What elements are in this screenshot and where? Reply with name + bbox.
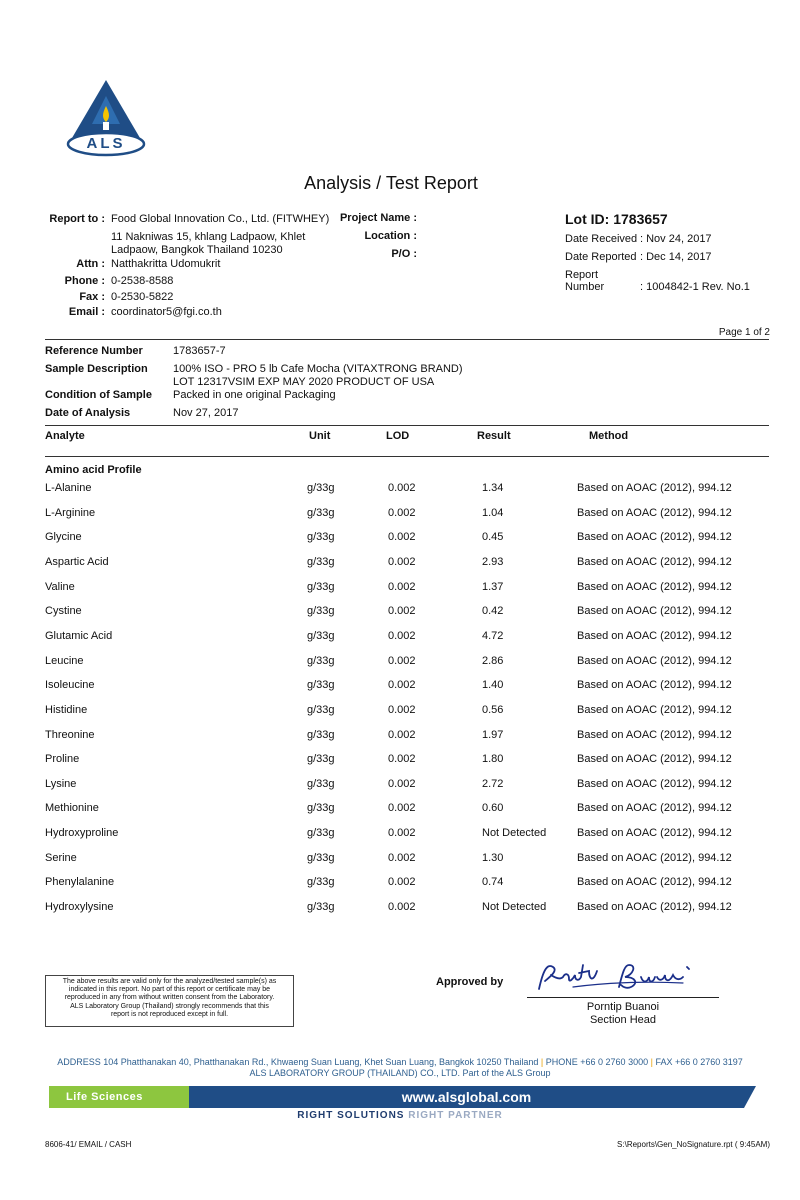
analyte-cell: Phenylalanine (45, 876, 115, 889)
tagline-dark: RIGHT SOLUTIONS (297, 1110, 405, 1121)
analyte-cell: L-Arginine (45, 506, 96, 519)
lod-cell: 0.002 (388, 605, 416, 618)
table-row (0, 802, 800, 827)
method-cell: Based on AOAC (2012), 994.12 (577, 802, 732, 815)
table-row (0, 778, 800, 803)
unit-cell: g/33g (307, 753, 335, 766)
website-link[interactable]: www.alsglobal.com (189, 1086, 744, 1108)
method-cell: Based on AOAC (2012), 994.12 (577, 703, 732, 716)
disclaimer-line: The above results are valid only for the analyzed/tested sample(s) as (62, 978, 277, 985)
life-sciences-band: Life Sciences (49, 1086, 189, 1108)
report-to-line-3: Ladpaow, Bangkok Thailand 10230 (111, 244, 283, 256)
reference-number-label: Reference Number (45, 345, 143, 357)
unit-cell: g/33g (307, 679, 335, 692)
method-cell: Based on AOAC (2012), 994.12 (577, 728, 732, 741)
analyte-cell: L-Alanine (45, 482, 92, 494)
sample-description-line-2: LOT 12317VSIM EXP MAY 2020 PRODUCT OF USA (173, 376, 435, 388)
result-cell: 0.74 (482, 876, 504, 889)
divider (45, 339, 769, 340)
col-header-result: Result (477, 430, 511, 442)
analyte-cell: Leucine (45, 654, 84, 667)
table-row (0, 901, 800, 926)
fax-label: Fax : (79, 291, 105, 303)
lod-cell: 0.002 (388, 728, 416, 741)
method-cell: Based on AOAC (2012), 994.12 (577, 851, 732, 864)
footer-address: ADDRESS 104 Phatthanakan 40, Phatthanakan Rd., Khwaeng Suan Luang, Khet Suan Luang, Bangkok 10250 Thailand (57, 1057, 539, 1067)
analyte-cell: Aspartic Acid (45, 555, 109, 568)
unit-cell: g/33g (307, 802, 335, 815)
location-label: Location : (364, 230, 417, 242)
result-cell: 1.40 (482, 679, 504, 692)
result-cell: 1.34 (482, 482, 504, 494)
lod-cell: 0.002 (388, 827, 416, 840)
unit-cell: g/33g (307, 531, 335, 544)
lod-cell: 0.002 (388, 654, 416, 667)
condition-value: Packed in one original Packaging (173, 389, 336, 401)
unit-cell: g/33g (307, 728, 335, 741)
method-cell: Based on AOAC (2012), 994.12 (577, 531, 732, 544)
lod-cell: 0.002 (388, 629, 416, 642)
lod-cell: 0.002 (388, 703, 416, 716)
footer-address-line: ADDRESS 104 Phatthanakan 40, Phatthanakan Rd., Khwaeng Suan Luang, Khet Suan Luang, Bangkok 10250 Thailand | PHONE +66 0 2760 3000 | FAX +66 0 2760 3197 (57, 1057, 743, 1067)
disclaimer-box (45, 975, 294, 1027)
signature (533, 957, 733, 997)
method-cell: Based on AOAC (2012), 994.12 (577, 506, 732, 519)
logo-text: ALS (86, 135, 126, 152)
report-to-line-1: Food Global Innovation Co., Ltd. (FITWHEY) (111, 213, 330, 225)
analyte-cell: Proline (45, 753, 80, 766)
analyte-cell: Isoleucine (45, 679, 95, 692)
lod-cell: 0.002 (388, 555, 416, 568)
lod-cell: 0.002 (388, 901, 416, 914)
table-row (0, 630, 800, 655)
method-cell: Based on AOAC (2012), 994.12 (577, 679, 732, 692)
tagline (0, 1110, 800, 1121)
report-number-value: : 1004842-1 Rev. No.1 (640, 281, 750, 293)
result-cell: 0.56 (482, 703, 504, 716)
lod-cell: 0.002 (388, 482, 416, 494)
unit-cell: g/33g (307, 605, 335, 618)
method-cell: Based on AOAC (2012), 994.12 (577, 777, 732, 790)
method-cell: Based on AOAC (2012), 994.12 (577, 605, 732, 618)
condition-label: Condition of Sample (45, 389, 152, 401)
analyte-cell: Glycine (45, 531, 82, 544)
unit-cell: g/33g (307, 876, 335, 889)
unit-cell: g/33g (307, 901, 335, 914)
result-cell: 1.04 (482, 506, 504, 519)
report-to-line-2: 11 Nakniwas 15, khlang Ladpaow, Khlet (111, 231, 306, 243)
lod-cell: 0.002 (388, 753, 416, 766)
report-number-label: Report Number (565, 269, 605, 293)
analyte-cell: Hydroxyproline (45, 827, 119, 840)
unit-cell: g/33g (307, 827, 335, 840)
method-cell: Based on AOAC (2012), 994.12 (577, 827, 732, 840)
table-header-rule (45, 456, 769, 457)
table-row (0, 827, 800, 852)
result-cell: 0.42 (482, 605, 504, 618)
disclaimer-line: ALS Laboratory Group (Thailand) strongly recommends that this (70, 1002, 269, 1010)
analyte-cell: Serine (45, 851, 77, 864)
attn-label: Attn : (76, 258, 105, 270)
als-logo (62, 78, 150, 158)
disclaimer-line: reproduced in any from without written consent from the Laboratory. (64, 994, 275, 1002)
table-row (0, 753, 800, 778)
lod-cell: 0.002 (388, 851, 416, 864)
table-row (0, 507, 800, 532)
col-header-method: Method (589, 430, 629, 442)
lod-cell: 0.002 (388, 506, 416, 519)
unit-cell: g/33g (307, 629, 335, 642)
table-top-rule (45, 425, 769, 426)
method-cell: Based on AOAC (2012), 994.12 (577, 555, 732, 568)
reference-number-value: 1783657-7 (173, 345, 226, 357)
footer-company: ALS LABORATORY GROUP (THAILAND) CO., LTD. Part of the ALS Group (249, 1068, 551, 1078)
lod-cell: 0.002 (388, 580, 416, 593)
approved-by-label: Approved by (436, 976, 504, 988)
col-header-unit: Unit (309, 430, 331, 442)
table-row (0, 605, 800, 630)
phone-label: Phone : (64, 275, 105, 287)
analyte-cell: Glutamic Acid (45, 629, 113, 642)
fax-value: 0-2530-5822 (111, 291, 174, 303)
page-indicator: Page 1 of 2 (718, 327, 770, 338)
phone-value: 0-2538-8588 (111, 275, 174, 287)
method-cell: Based on AOAC (2012), 994.12 (577, 482, 732, 494)
email-label: Email : (68, 306, 105, 318)
section-title: Amino acid Profile (45, 464, 142, 476)
project-name-label: Project Name : (339, 212, 417, 224)
unit-cell: g/33g (307, 703, 335, 716)
analyte-cell: Lysine (45, 777, 77, 790)
tagline-light: RIGHT PARTNER (408, 1110, 503, 1121)
date-reported (565, 251, 712, 263)
result-cell: 4.72 (482, 629, 504, 642)
unit-cell: g/33g (307, 580, 335, 593)
lod-cell: 0.002 (388, 777, 416, 790)
analyte-cell: Hydroxylysine (45, 901, 114, 914)
analyte-cell: Methionine (45, 802, 99, 815)
table-row (0, 581, 800, 606)
result-cell: 2.93 (482, 555, 504, 568)
sample-description-label: Sample Description (45, 363, 148, 375)
signatory-name: Porntip Buanoi (586, 1001, 660, 1013)
col-header-analyte: Analyte (45, 430, 85, 442)
result-cell: Not Detected (482, 901, 547, 914)
date-received (565, 233, 712, 245)
method-cell: Based on AOAC (2012), 994.12 (577, 654, 732, 667)
email-value[interactable]: coordinator5@fgi.co.th (111, 306, 222, 318)
lod-cell: 0.002 (388, 531, 416, 544)
date-received-value: : Nov 24, 2017 (640, 233, 712, 245)
date-reported-label: Date Reported (565, 251, 637, 263)
method-cell: Based on AOAC (2012), 994.12 (577, 580, 732, 593)
result-cell: 0.60 (482, 802, 504, 815)
footer-code: 8606-41/ EMAIL / CASH (45, 1140, 132, 1149)
method-cell: Based on AOAC (2012), 994.12 (577, 629, 732, 642)
lod-cell: 0.002 (388, 802, 416, 815)
analyte-cell: Cystine (45, 605, 82, 618)
unit-cell: g/33g (307, 555, 335, 568)
analyte-cell: Valine (45, 580, 75, 593)
result-cell: Not Detected (482, 827, 547, 840)
report-title: Analysis / Test Report (304, 173, 478, 193)
table-row (0, 729, 800, 754)
method-cell: Based on AOAC (2012), 994.12 (577, 753, 732, 766)
method-cell: Based on AOAC (2012), 994.12 (577, 901, 732, 914)
result-cell: 2.72 (482, 777, 504, 790)
table-row (0, 852, 800, 877)
analyte-cell: Histidine (45, 703, 88, 716)
result-cell: 0.45 (482, 531, 504, 544)
result-cell: 2.86 (482, 654, 504, 667)
po-label: P/O : (391, 248, 417, 260)
table-row (0, 556, 800, 581)
unit-cell: g/33g (307, 777, 335, 790)
lod-cell: 0.002 (388, 876, 416, 889)
unit-cell: g/33g (307, 506, 335, 519)
signature-line (527, 997, 719, 998)
unit-cell: g/33g (307, 482, 335, 494)
table-row (0, 655, 800, 680)
analyte-cell: Threonine (45, 728, 95, 741)
unit-cell: g/33g (307, 654, 335, 667)
table-row (0, 531, 800, 556)
date-of-analysis-value: Nov 27, 2017 (173, 407, 239, 419)
signatory-position: Section Head (589, 1014, 657, 1026)
disclaimer-line: report is not reproduced except in full. (110, 1010, 229, 1018)
method-cell: Based on AOAC (2012), 994.12 (577, 876, 732, 889)
result-cell: 1.30 (482, 851, 504, 864)
footer-phone: PHONE +66 0 2760 3000 (545, 1057, 649, 1067)
result-cell: 1.37 (482, 580, 504, 593)
report-number (565, 269, 750, 293)
date-received-label: Date Received (565, 233, 638, 245)
date-reported-value: : Dec 14, 2017 (640, 251, 712, 263)
result-cell: 1.80 (482, 753, 504, 766)
col-header-lod: LOD (386, 430, 410, 442)
date-of-analysis-label: Date of Analysis (45, 407, 131, 419)
footer-report-path: S:\Reports\Gen_NoSignature.rpt ( 9:45AM) (617, 1140, 770, 1149)
table-row (0, 876, 800, 901)
lod-cell: 0.002 (388, 679, 416, 692)
report-to-label: Report to : (49, 213, 105, 225)
lot-id: Lot ID: 1783657 (565, 211, 668, 227)
table-row (0, 704, 800, 729)
table-row (0, 482, 800, 507)
attn-value: Natthakritta Udomukrit (111, 258, 221, 270)
unit-cell: g/33g (307, 851, 335, 864)
table-row (0, 679, 800, 704)
footer-fax: FAX +66 0 2760 3197 (655, 1057, 743, 1067)
disclaimer-line: indicated in this report. No part of this report or certificate may be (68, 986, 271, 994)
sample-description-line-1: 100% ISO - PRO 5 lb Cafe Mocha (VITAXTRONG BRAND) (173, 363, 463, 375)
result-cell: 1.97 (482, 728, 504, 741)
